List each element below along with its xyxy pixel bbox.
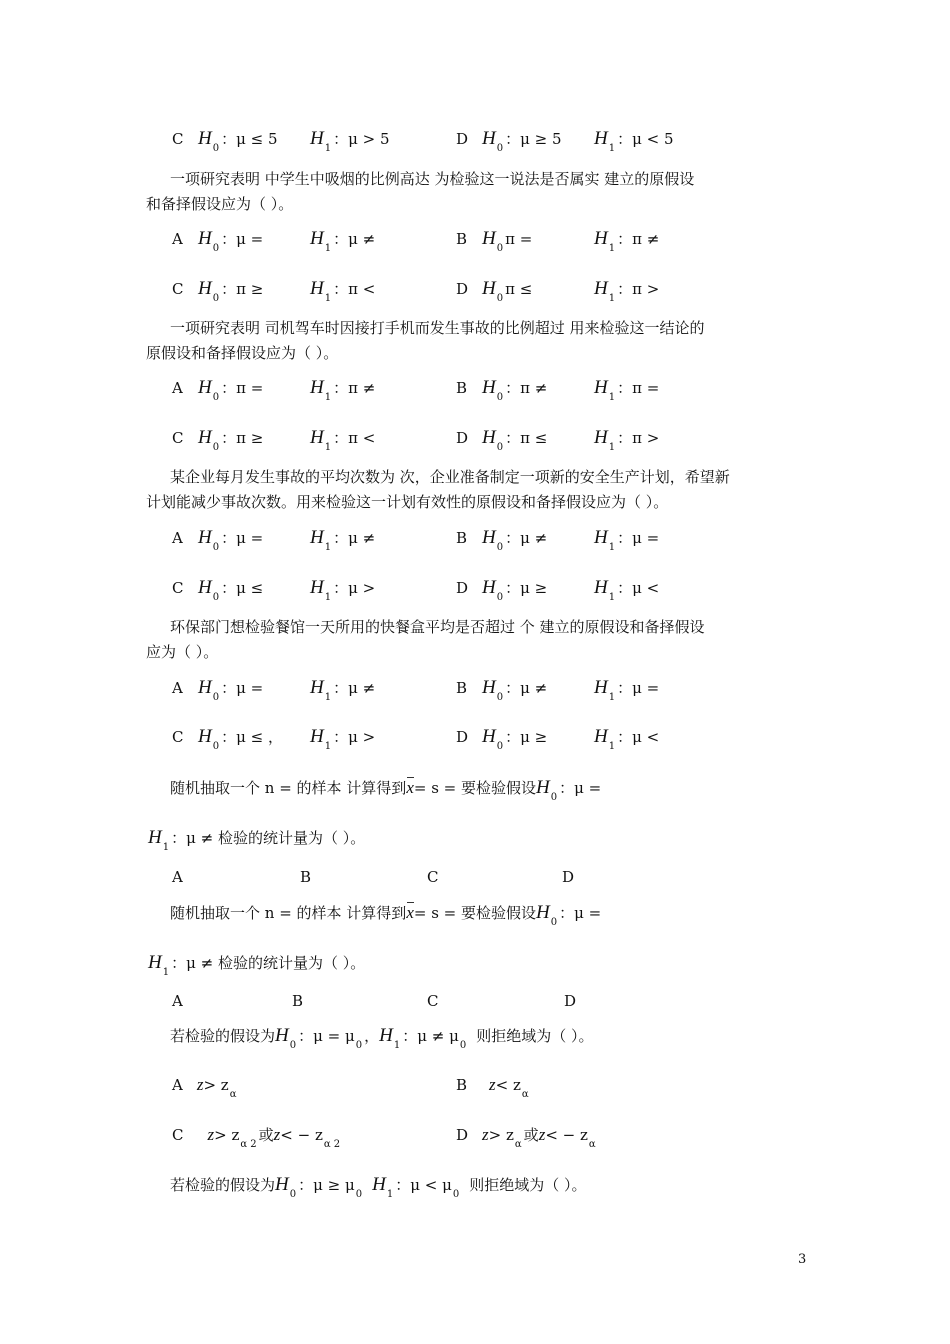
h-symbol: H bbox=[310, 726, 324, 747]
h-symbol: H bbox=[482, 726, 496, 747]
hypothesis-expression: $H_1$：π = bbox=[594, 377, 660, 403]
option-letter: B bbox=[456, 230, 468, 248]
question-line: 计划能减少事故次数。用来检验这一计划有效性的原假设和备择假设应为（ ）。 bbox=[146, 493, 669, 511]
hypothesis-expression: $H_0$：μ ≥ bbox=[482, 726, 548, 752]
h-symbol: H bbox=[148, 952, 162, 973]
hypothesis-expression: $H_0$：μ = bbox=[198, 228, 264, 254]
h-symbol: H bbox=[148, 827, 162, 848]
option-letter: A bbox=[172, 230, 183, 248]
q8-option-a: A $z> z_\alpha$ bbox=[172, 1075, 237, 1100]
hypothesis-expression: $H_0$：μ ≥ 5 bbox=[482, 128, 562, 154]
h-symbol: H bbox=[536, 777, 550, 798]
option-letter: C bbox=[172, 429, 184, 447]
hypothesis-expression: $H_1$：π ≠ bbox=[310, 377, 376, 403]
h-symbol: H bbox=[310, 377, 324, 398]
option-letter: D bbox=[456, 728, 469, 746]
h-symbol: H bbox=[310, 228, 324, 249]
option-letter: D bbox=[456, 429, 469, 447]
h-symbol: H bbox=[594, 228, 608, 249]
hypothesis-expression: $H_0$：μ ≥ bbox=[482, 577, 548, 603]
h-symbol: H bbox=[275, 1025, 289, 1046]
hypothesis-expression: $H_1$：π ≠ bbox=[594, 228, 660, 254]
h-symbol: H bbox=[310, 278, 324, 299]
hypothesis-expression: $H_1$：π > bbox=[594, 427, 660, 453]
h-symbol: H bbox=[198, 377, 212, 398]
hypothesis-expression: $H_0$：π ≥ bbox=[198, 427, 264, 453]
option-letter: D bbox=[456, 579, 469, 597]
hypothesis-expression: $H_1$：μ ≠ bbox=[310, 677, 376, 703]
q6-choice-b: B bbox=[300, 868, 312, 886]
hypothesis-expression: $H_0$：μ ≤ bbox=[198, 577, 264, 603]
h-symbol: H bbox=[198, 577, 212, 598]
hypothesis-expression: $H_1$：μ ≠ bbox=[310, 228, 376, 254]
q7-prefix: 随机抽取一个 n = 的样本 计算得到 bbox=[170, 904, 407, 922]
q7-choice-b: B bbox=[292, 992, 304, 1010]
hypothesis-expression: $H_0$：π ≤ bbox=[482, 427, 548, 453]
hypothesis-expression: $H_0\pi$ = bbox=[482, 228, 533, 254]
h-symbol: H bbox=[482, 677, 496, 698]
q8-option-c: C $z> z_{\alpha 2}$或$z< - z_{\alpha 2}$ bbox=[172, 1125, 341, 1150]
q6-h1: ：μ ≠ 检验的统计量为（ ）。 bbox=[171, 829, 366, 847]
q8-stem: 若检验的假设为$H_0$：$\mu = \mu_0$，$H_1$：$\mu \ne \mu_0$则拒绝域为（ ）。 bbox=[170, 1025, 594, 1051]
q9-stem: 若检验的假设为$H_0$：$\mu \ge \mu_0$ $H_1$：$\mu < \mu_0$则拒绝域为（ ）。 bbox=[170, 1174, 587, 1200]
option-letter: D bbox=[456, 280, 469, 298]
h-symbol: H bbox=[198, 726, 212, 747]
q6-mid: = s = 要检验假设 bbox=[413, 779, 536, 797]
question-line: 原假设和备择假设应为（ ）。 bbox=[146, 344, 339, 362]
h-symbol: H bbox=[198, 427, 212, 448]
q7-h0: ：μ = bbox=[559, 904, 602, 922]
h-symbol: H bbox=[594, 677, 608, 698]
h-symbol: H bbox=[482, 228, 496, 249]
q7-line2: $H_1$：μ ≠ 检验的统计量为（ ）。 bbox=[148, 952, 366, 978]
h-symbol: H bbox=[594, 577, 608, 598]
option-letter: C bbox=[172, 280, 184, 298]
hypothesis-expression: $H_1$：μ = bbox=[594, 527, 660, 553]
h-symbol: H bbox=[482, 377, 496, 398]
h-symbol: H bbox=[310, 577, 324, 598]
option-letter: B bbox=[456, 679, 468, 697]
hypothesis-expression: $H_0$：μ = bbox=[198, 527, 264, 553]
q7-choice-c: C bbox=[427, 992, 439, 1010]
h-symbol: H bbox=[275, 1174, 289, 1195]
hypothesis-expression: $H_1$：μ < bbox=[594, 726, 660, 752]
h-symbol: H bbox=[379, 1025, 393, 1046]
q8-option-b: B $z< z_\alpha$ bbox=[456, 1075, 529, 1100]
option-letter: D bbox=[456, 130, 469, 148]
option-letter: C bbox=[172, 728, 184, 746]
q7-h1: ：μ ≠ 检验的统计量为（ ）。 bbox=[171, 954, 366, 972]
h-symbol: H bbox=[482, 527, 496, 548]
hypothesis-expression: $H_0$：μ = bbox=[198, 677, 264, 703]
q6-h0: ：μ = bbox=[559, 779, 602, 797]
option-letter: A bbox=[172, 529, 183, 547]
question-line: 某企业每月发生事故的平均次数为 次，企业准备制定一项新的安全生产计划，希望新 bbox=[170, 468, 730, 486]
hypothesis-expression: $H_1$：μ > 5 bbox=[310, 128, 390, 154]
h-symbol: H bbox=[198, 677, 212, 698]
option-letter: B bbox=[456, 379, 468, 397]
hypothesis-expression: $H_1$：π > bbox=[594, 278, 660, 304]
h-symbol: H bbox=[594, 527, 608, 548]
hypothesis-expression: $H_0$：μ ≠ bbox=[482, 527, 548, 553]
option-letter: A bbox=[172, 379, 183, 397]
q6-choice-a: A bbox=[172, 868, 183, 886]
q7-choice-d: D bbox=[564, 992, 577, 1010]
h-symbol: H bbox=[594, 128, 608, 149]
h-symbol: H bbox=[310, 677, 324, 698]
q8-option-d: D $z> z_\alpha$或$z< - z_\alpha$ bbox=[456, 1125, 596, 1150]
hypothesis-expression: $H_1$：μ > bbox=[310, 577, 376, 603]
h-symbol: H bbox=[594, 427, 608, 448]
h-symbol: H bbox=[536, 902, 550, 923]
hypothesis-expression: $H_1$：μ = bbox=[594, 677, 660, 703]
h-symbol: H bbox=[198, 228, 212, 249]
q6-line1: 随机抽取一个 n = 的样本 计算得到x= s = 要检验假设$H_0$：μ = bbox=[170, 777, 602, 803]
question-line: 一项研究表明 中学生中吸烟的比例高达 为检验这一说法是否属实 建立的原假设 bbox=[170, 170, 695, 188]
h-symbol: H bbox=[198, 128, 212, 149]
q6-choice-c: C bbox=[427, 868, 439, 886]
question-line: 应为（ ）。 bbox=[146, 643, 219, 661]
hypothesis-expression: $H_1$：π < bbox=[310, 278, 376, 304]
page-number: 3 bbox=[798, 1252, 807, 1267]
hypothesis-expression: $H_0$：π ≠ bbox=[482, 377, 548, 403]
hypothesis-expression: $H_0$：π ≥ bbox=[198, 278, 264, 304]
hypothesis-expression: $H_1$：μ < bbox=[594, 577, 660, 603]
h-symbol: H bbox=[594, 726, 608, 747]
hypothesis-expression: $H_0$：π = bbox=[198, 377, 264, 403]
q6-choice-d: D bbox=[562, 868, 575, 886]
question-line: 和备择假设应为（ ）。 bbox=[146, 195, 294, 213]
hypothesis-expression: $H_1$：μ < 5 bbox=[594, 128, 674, 154]
option-letter: C bbox=[172, 579, 184, 597]
option-letter: A bbox=[172, 679, 183, 697]
question-line: 一项研究表明 司机驾车时因接打手机而发生事故的比例超过 用来检验这一结论的 bbox=[170, 319, 705, 337]
hypothesis-expression: $H_0$：μ ≤ ， bbox=[198, 726, 283, 752]
option-letter: B bbox=[456, 529, 468, 547]
h-symbol: H bbox=[310, 427, 324, 448]
hypothesis-expression: $H_0$：μ ≤ 5 bbox=[198, 128, 278, 154]
h-symbol: H bbox=[310, 128, 324, 149]
hypothesis-expression: $H_0\pi$ ≤ bbox=[482, 278, 533, 304]
option-letter: C bbox=[172, 130, 184, 148]
q7-choice-a: A bbox=[172, 992, 183, 1010]
hypothesis-expression: $H_0$：μ ≠ bbox=[482, 677, 548, 703]
question-line: 环保部门想检验餐馆一天所用的快餐盒平均是否超过 个 建立的原假设和备择假设 bbox=[170, 618, 705, 636]
x-bar-symbol: x bbox=[406, 903, 414, 922]
q6-prefix: 随机抽取一个 n = 的样本 计算得到 bbox=[170, 779, 407, 797]
hypothesis-expression: $H_1$：μ ≠ bbox=[310, 527, 376, 553]
q6-line2: $H_1$：μ ≠ 检验的统计量为（ ）。 bbox=[148, 827, 366, 853]
x-bar-symbol: x bbox=[406, 778, 414, 797]
q7-line1: 随机抽取一个 n = 的样本 计算得到x= s = 要检验假设$H_0$：μ = bbox=[170, 902, 602, 928]
q7-mid: = s = 要检验假设 bbox=[413, 904, 536, 922]
h-symbol: H bbox=[372, 1174, 386, 1195]
hypothesis-expression: $H_1$：μ > bbox=[310, 726, 376, 752]
hypothesis-expression: $H_1$：π < bbox=[310, 427, 376, 453]
h-symbol: H bbox=[594, 278, 608, 299]
h-symbol: H bbox=[310, 527, 324, 548]
h-symbol: H bbox=[198, 278, 212, 299]
h-symbol: H bbox=[482, 577, 496, 598]
h-symbol: H bbox=[594, 377, 608, 398]
h-symbol: H bbox=[482, 278, 496, 299]
h-symbol: H bbox=[482, 128, 496, 149]
h-symbol: H bbox=[482, 427, 496, 448]
h-symbol: H bbox=[198, 527, 212, 548]
